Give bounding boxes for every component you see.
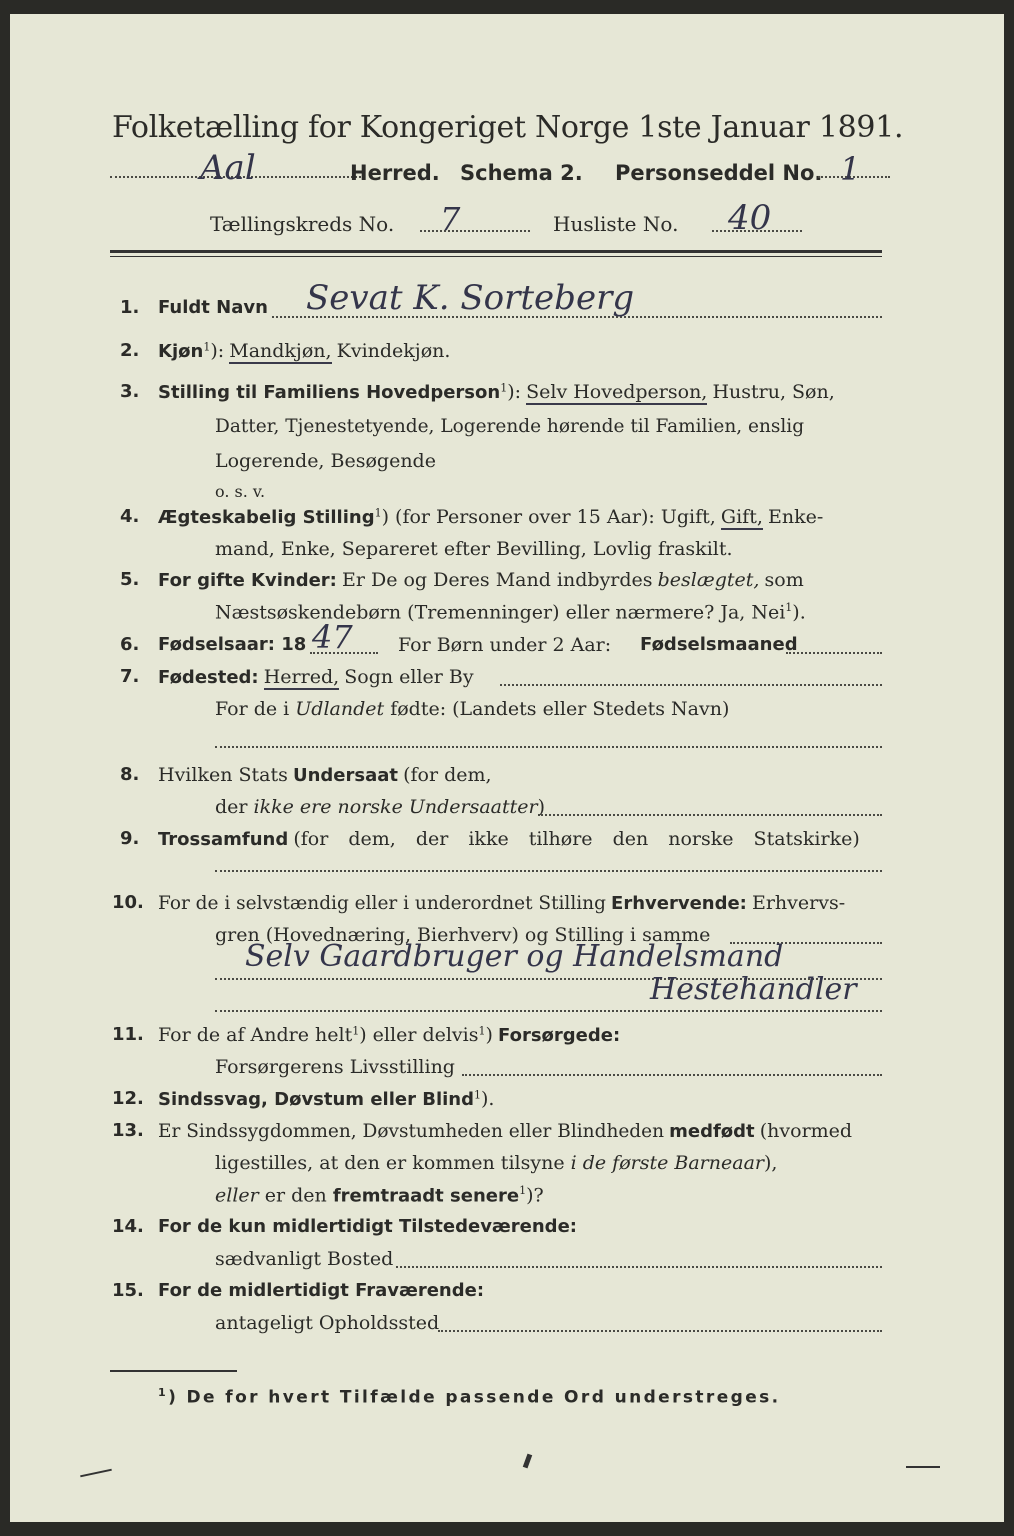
q5-label: For gifte Kvinder: — [158, 570, 337, 591]
q12-close: ). — [480, 1088, 495, 1110]
q10-text: For de i selvstændig eller i underordnet Stilling — [158, 893, 606, 914]
q15-line-2: antageligt Opholdssted — [215, 1312, 440, 1334]
q5-number: 5. — [120, 569, 140, 590]
q3-number: 3. — [120, 381, 140, 402]
husliste-label: Husliste No. — [553, 212, 679, 236]
ink-mark-center — [523, 1454, 532, 1469]
q5-italic: beslægtet, — [657, 569, 760, 591]
q8-number: 8. — [120, 764, 140, 785]
q7-line-2b: fødte: (Landets eller Stedets Navn) — [390, 698, 730, 720]
q15-number: 15. — [112, 1280, 144, 1301]
q7-line-2a: For de i — [215, 698, 290, 720]
q1-number: 1. — [120, 297, 140, 318]
q3-option-selv-hovedperson: Selv Hovedperson, — [526, 381, 708, 403]
q2-after: ): — [210, 340, 225, 362]
q13-line-2a: ligestilles, at den er kommen tilsyne — [215, 1152, 565, 1174]
q11-text: For de af Andre helt — [158, 1024, 353, 1046]
q8-text: Hvilken Stats — [158, 764, 288, 786]
q10-line-2: gren (Hovednæring, Bierhverv) og Stilling i samme — [215, 924, 711, 946]
q14-line-2: sædvanligt Bosted — [215, 1248, 394, 1270]
q3-line-4: o. s. v. — [215, 482, 266, 501]
kreds-label: Tællingskreds No. — [210, 212, 395, 236]
q2-option-mandkjon: Mandkjøn, — [229, 340, 332, 362]
q5-end: som — [764, 569, 804, 591]
q5-close: ). — [792, 601, 806, 624]
q6-text2: For Børn under 2 Aar: — [398, 634, 612, 656]
q7-line-1 — [158, 666, 474, 688]
q13-text: Er Sindssygdommen, Døvstumheden eller Blindheden — [158, 1121, 665, 1142]
census-form-sheet — [10, 14, 1004, 1522]
q11-line-2: Forsørgerens Livsstilling — [215, 1056, 455, 1078]
q13-text2: (hvormed — [759, 1120, 853, 1142]
q9-text: (for dem, der ikke tilhøre den norske Statskirke) — [293, 828, 860, 850]
q9-answer-line — [215, 870, 882, 872]
q8-answer-line — [538, 814, 882, 816]
q4-after2: Enke- — [767, 506, 824, 528]
q4-after: ) (for Personer over 15 Aar): Ugift, — [381, 506, 716, 528]
q4-line-2: mand, Enke, Separeret efter Bevilling, Lovlig fraskilt. — [215, 538, 733, 560]
q13-number: 13. — [112, 1120, 144, 1141]
q3-line-2: Datter, Tjenestetyende, Logerende hørende til Familien, enslig — [215, 416, 805, 437]
q11-sup-2: 1 — [478, 1024, 486, 1038]
q3-label: Stilling til Familiens Hovedperson — [158, 382, 501, 403]
q1-label: Fuldt Navn — [158, 297, 268, 318]
q10-text2: Erhvervs- — [751, 892, 846, 914]
q14-number: 14. — [112, 1216, 144, 1237]
q4-number: 4. — [120, 506, 140, 527]
q2-label: Kjøn — [158, 341, 204, 362]
q10-answer-1: Selv Gaardbruger og Handelsmand — [245, 939, 784, 974]
q4-line-1 — [158, 506, 823, 528]
q10-answer-line-2 — [215, 1010, 882, 1012]
q5-line-2 — [215, 601, 806, 623]
q13-line-3-italic: eller — [215, 1184, 259, 1207]
q7-number: 7. — [120, 666, 140, 687]
q3-line-1 — [158, 381, 835, 403]
personseddel-label: Personseddel No. — [615, 161, 823, 185]
herred-value: Aal — [200, 148, 256, 188]
form-title: Folketælling for Kongeriget Norge 1ste Januar 1891. — [112, 110, 904, 145]
q11-sup-1: 1 — [352, 1024, 360, 1038]
ink-mark-left — [80, 1469, 112, 1478]
q7-line-2 — [215, 698, 729, 720]
q2-option-kvindekjon: Kvindekjøn. — [336, 340, 451, 362]
q5-sup: 1 — [785, 601, 793, 614]
kreds-dotted-line — [420, 230, 530, 232]
q1-answer: Sevat K. Sorteberg — [306, 278, 635, 318]
q13-line-3 — [215, 1184, 544, 1206]
q11-answer-line — [462, 1074, 882, 1076]
q8-line-1 — [158, 764, 492, 786]
q6-number: 6. — [120, 634, 140, 655]
q11-label: Forsørgede: — [498, 1025, 621, 1046]
q5-line-1 — [158, 569, 804, 591]
q13-line-3b: )? — [526, 1184, 544, 1207]
q14-label: For de kun midlertidigt Tilstedeværende: — [158, 1216, 577, 1237]
q3-sup: 1 — [500, 381, 508, 395]
q6-label2: Fødselsmaaned — [640, 634, 798, 655]
header-rule-thin — [110, 256, 882, 257]
q12-line-1 — [158, 1088, 494, 1110]
q8-text2: (for dem, — [403, 764, 492, 786]
q5-line-2-text: Næstsøskendebørn (Tremenninger) eller nærmere? Ja, Nei — [215, 601, 786, 624]
q7-text: Sogn eller By — [344, 666, 474, 688]
footnote-sup: 1 — [158, 1386, 169, 1399]
q12-label: Sindssvag, Døvstum eller Blind — [158, 1089, 474, 1110]
q7-line-1-dots — [500, 684, 882, 686]
q2-sup: 1 — [203, 340, 211, 354]
q13-line-3a: er den — [264, 1184, 327, 1207]
q9-line-1 — [158, 828, 860, 850]
q4-option-gift: Gift, — [720, 506, 763, 528]
q11-text2: ) eller delvis — [359, 1024, 479, 1046]
q7-option-herred: Herred, — [263, 666, 340, 688]
personseddel-value: 1 — [840, 150, 861, 188]
q13-label: medfødt — [669, 1121, 755, 1142]
q11-line-1 — [158, 1024, 620, 1046]
q8-line-2 — [215, 796, 545, 818]
q6-label: Fødselsaar: 18 — [158, 634, 307, 655]
q2-line — [158, 340, 450, 362]
footnote-rule — [110, 1370, 237, 1372]
q4-sup: 1 — [374, 506, 382, 520]
header-rule-thick — [110, 250, 882, 253]
q15-label: For de midlertidigt Fraværende: — [158, 1280, 485, 1301]
q13-line-2b: ), — [764, 1152, 778, 1174]
q7-label: Fødested: — [158, 667, 259, 688]
q4-label: Ægteskabelig Stilling — [158, 507, 375, 528]
q10-number: 10. — [112, 892, 144, 913]
q9-number: 9. — [120, 828, 140, 849]
q2-number: 2. — [120, 340, 140, 361]
q13-line-1 — [158, 1120, 852, 1142]
q10-label: Erhvervende: — [611, 893, 747, 914]
q13-line-3-label: fremtraadt senere — [332, 1185, 520, 1207]
q13-sup: 1 — [519, 1184, 527, 1197]
q9-label: Trossamfund — [158, 829, 289, 850]
q11-number: 11. — [112, 1024, 144, 1045]
q7-answer-line — [215, 746, 882, 748]
q12-number: 12. — [112, 1088, 144, 1109]
footnote-text: ) De for hvert Tilfælde passende Ord understreges. — [168, 1387, 781, 1408]
kreds-value: 7 — [440, 200, 461, 238]
ink-mark-right — [906, 1466, 940, 1468]
herred-label: Herred. — [350, 161, 440, 185]
schema-label: Schema 2. — [460, 161, 583, 185]
q13-line-2-italic: i de første Barneaar — [570, 1152, 764, 1174]
q15-answer-line — [438, 1330, 882, 1332]
q8-line-2b: ) — [537, 796, 546, 818]
q10-line-1 — [158, 892, 845, 914]
q7-line-2-italic: Udlandet — [295, 698, 385, 720]
q6-answer: 47 — [312, 618, 353, 656]
q8-line-2a: der — [215, 796, 248, 818]
q10-answer-2: Hestehandler — [650, 972, 857, 1007]
q3-after: ): — [507, 381, 522, 403]
footnote — [158, 1386, 781, 1408]
q3-option-rest: Hustru, Søn, — [712, 381, 835, 403]
q6-month-line — [786, 652, 882, 654]
q12-sup: 1 — [473, 1088, 481, 1102]
q8-line-2-italic: ikke ere norske Undersaatter — [253, 796, 538, 818]
q8-label: Undersaat — [292, 765, 398, 786]
q3-line-3: Logerende, Besøgende — [215, 450, 436, 472]
q13-line-2 — [215, 1152, 777, 1174]
q14-answer-line — [396, 1266, 882, 1268]
q5-text: Er De og Deres Mand indbyrdes — [341, 569, 653, 591]
q11-text3: ) — [485, 1024, 493, 1046]
husliste-value: 40 — [728, 198, 772, 238]
